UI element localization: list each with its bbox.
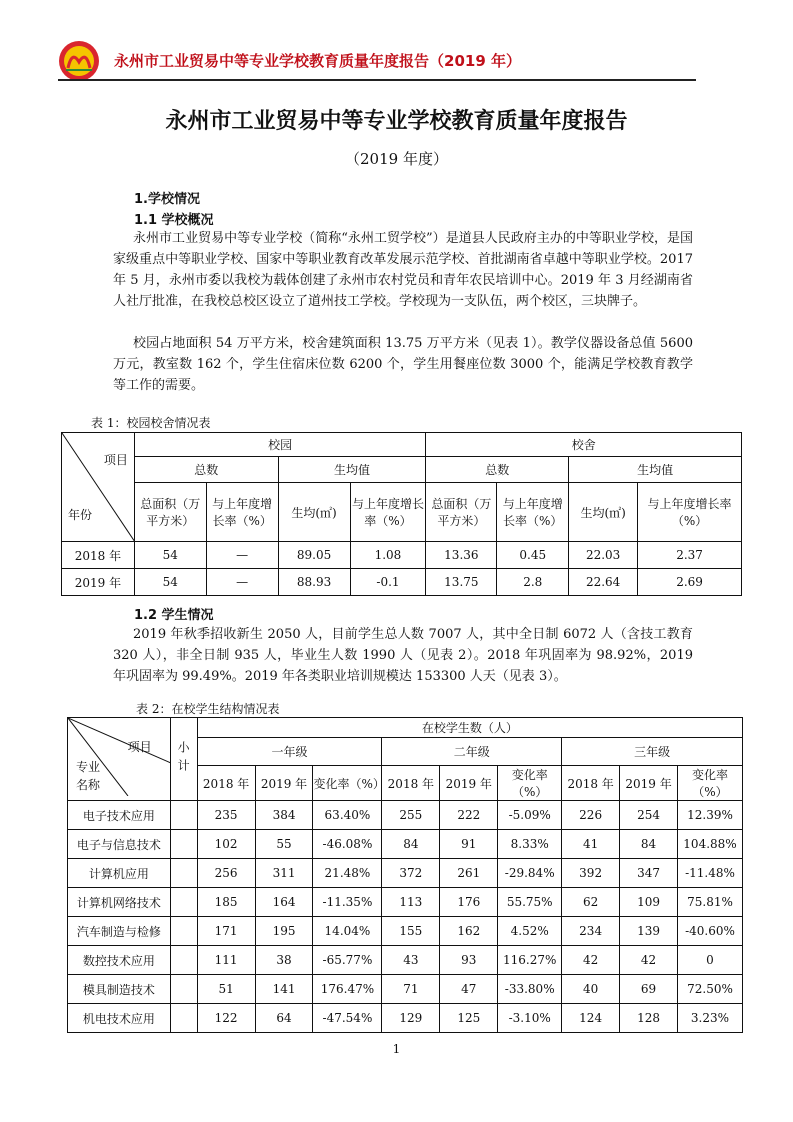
row-label-major: 机电技术应用 <box>68 1004 171 1033</box>
table-cell: 55.75% <box>498 888 562 917</box>
subheader-average: 生均值 <box>569 457 742 483</box>
table-cell: 2.69 <box>638 569 742 596</box>
row-label-major: 模具制造技术 <box>68 975 171 1004</box>
subtotal-cell <box>170 888 197 917</box>
corner-label-name: 名称 <box>76 778 101 792</box>
table-cell: 91 <box>440 830 498 859</box>
table-cell: 75.81% <box>677 888 742 917</box>
table-cell: -11.48% <box>677 859 742 888</box>
column-header: 2018 年 <box>197 766 255 801</box>
column-header: 生均(㎡) <box>569 483 638 542</box>
table-cell: 171 <box>197 917 255 946</box>
table-row <box>68 946 743 975</box>
table-cell: 0 <box>677 946 742 975</box>
table-cell: 164 <box>255 888 313 917</box>
table-cell: 122 <box>197 1004 255 1033</box>
table-cell: 155 <box>382 917 440 946</box>
table-cell: 392 <box>562 859 620 888</box>
column-header: 变化率（%） <box>313 766 382 801</box>
table-cell: 21.48% <box>313 859 382 888</box>
table-row <box>68 859 743 888</box>
row-label-major: 电子与信息技术 <box>68 830 171 859</box>
table-cell: -3.10% <box>498 1004 562 1033</box>
table-cell: 0.45 <box>497 542 569 569</box>
subheader-total: 总数 <box>134 457 278 483</box>
column-header: 2019 年 <box>255 766 313 801</box>
column-header: 总面积（万平方米） <box>134 483 206 542</box>
table-cell: 162 <box>440 917 498 946</box>
table-cell: -11.35% <box>313 888 382 917</box>
table-cell: 41 <box>562 830 620 859</box>
subtotal-header: 小计 <box>170 718 197 801</box>
table-cell: 372 <box>382 859 440 888</box>
table-cell: 234 <box>562 917 620 946</box>
table-cell: 47 <box>440 975 498 1004</box>
table-cell: -33.80% <box>498 975 562 1004</box>
table-cell: 62 <box>562 888 620 917</box>
section-heading-1: 1.学校情况 <box>134 192 200 207</box>
table-cell: 2.37 <box>638 542 742 569</box>
grade-header: 一年级 <box>197 738 382 766</box>
row-label-year: 2018 年 <box>62 542 135 569</box>
header-divider <box>58 79 696 81</box>
table-cell: 256 <box>197 859 255 888</box>
table-row <box>68 801 743 830</box>
table-cell: 109 <box>620 888 678 917</box>
subheader-total: 总数 <box>426 457 569 483</box>
group-header-campus: 校园 <box>134 433 426 457</box>
table-cell: 43 <box>382 946 440 975</box>
subtotal-cell <box>170 946 197 975</box>
paragraph-student-info: 2019 年秋季招收新生 2050 人，目前学生总人数 7007 人，其中全日制 6072 人（含技工教育 320 人），非全日制 935 人，毕业生人数 1990 人（见表 2）。2018 年巩固率为 98.92%，2019 年巩固率为 99.49%。2019 年各类职业培训规模达 153300 人天（见表 3）。 <box>113 627 693 684</box>
column-header: 与上年度增长率（%） <box>206 483 278 542</box>
paragraph-school-overview: 永州市工业贸易中等专业学校（简称“永州工贸学校”）是道县人民政府主办的中等职业学校，是国家级重点中等职业学校、国家中等职业教育改革发展示范学校、首批湖南省卓越中等职业学校。2017 年 5 月，永州市委以我校为载体创建了永州市农村党员和青年农民培训中心。2019 年 3 月经湖南省人社厅批准，在我校总校区设立了道州技工学校。学校现为一支队伍，两个校区，三块牌子。 <box>113 231 693 309</box>
table-cell: — <box>206 542 278 569</box>
column-header: 2019 年 <box>620 766 678 801</box>
table-cell: 64 <box>255 1004 313 1033</box>
table-cell: 116.27% <box>498 946 562 975</box>
group-header-students: 在校学生数（人） <box>197 718 742 738</box>
table-cell: 14.04% <box>313 917 382 946</box>
document-title: 永州市工业贸易中等专业学校教育质量年度报告 <box>165 109 628 134</box>
grade-header: 三年级 <box>562 738 743 766</box>
diagonal-line <box>62 433 135 542</box>
table-row <box>68 830 743 859</box>
table-row <box>68 975 743 1004</box>
corner-label-item: 项目 <box>127 740 152 754</box>
table-cell: 384 <box>255 801 313 830</box>
table2-caption: 表 2：在校学生结构情况表 <box>136 702 280 716</box>
table-cell: 185 <box>197 888 255 917</box>
table-cell: -0.1 <box>350 569 426 596</box>
table-cell: 255 <box>382 801 440 830</box>
table-cell: 254 <box>620 801 678 830</box>
table-cell: 89.05 <box>278 542 350 569</box>
table-cell: 104.88% <box>677 830 742 859</box>
table-cell: 4.52% <box>498 917 562 946</box>
table-cell: 195 <box>255 917 313 946</box>
subtotal-cell <box>170 917 197 946</box>
table-cell: 2.8 <box>497 569 569 596</box>
subtotal-cell <box>170 859 197 888</box>
table-cell: 13.75 <box>426 569 497 596</box>
table-cell: 84 <box>382 830 440 859</box>
table-cell: 347 <box>620 859 678 888</box>
table-cell: 3.23% <box>677 1004 742 1033</box>
school-logo-icon <box>58 40 100 82</box>
table-row <box>68 917 743 946</box>
row-label-year: 2019 年 <box>62 569 135 596</box>
subheader-average: 生均值 <box>278 457 426 483</box>
student-structure-table <box>67 717 743 1033</box>
table-cell: 40 <box>562 975 620 1004</box>
subtotal-cell <box>170 975 197 1004</box>
table-cell: 54 <box>134 542 206 569</box>
corner-label-item: 项目 <box>103 453 128 467</box>
table-cell: 176 <box>440 888 498 917</box>
table-cell: 222 <box>440 801 498 830</box>
table-cell: 12.39% <box>677 801 742 830</box>
table-cell: 22.64 <box>569 569 638 596</box>
grade-header: 二年级 <box>382 738 562 766</box>
table-cell: 102 <box>197 830 255 859</box>
table-cell: 111 <box>197 946 255 975</box>
subtotal-cell <box>170 830 197 859</box>
row-label-major: 数控技术应用 <box>68 946 171 975</box>
table-cell: 54 <box>134 569 206 596</box>
table-cell: 261 <box>440 859 498 888</box>
subtotal-cell <box>170 801 197 830</box>
row-label-major: 计算机网络技术 <box>68 888 171 917</box>
document-subtitle: （2019 年度） <box>345 150 448 168</box>
table-cell: 141 <box>255 975 313 1004</box>
table-cell: 13.36 <box>426 542 497 569</box>
column-header: 变化率（%） <box>677 766 742 801</box>
column-header: 生均(㎡) <box>278 483 350 542</box>
column-header: 总面积（万平方米） <box>426 483 497 542</box>
table-cell: 176.47% <box>313 975 382 1004</box>
table-cell: 88.93 <box>278 569 350 596</box>
table-cell: 124 <box>562 1004 620 1033</box>
table-cell: 42 <box>562 946 620 975</box>
table-cell: 72.50% <box>677 975 742 1004</box>
table-cell: -47.54% <box>313 1004 382 1033</box>
row-label-major: 计算机应用 <box>68 859 171 888</box>
page-header <box>58 40 698 80</box>
campus-building-table <box>61 432 742 596</box>
table-cell: 113 <box>382 888 440 917</box>
table-cell: 311 <box>255 859 313 888</box>
row-label-major: 电子技术应用 <box>68 801 171 830</box>
table-cell: — <box>206 569 278 596</box>
table-cell: -46.08% <box>313 830 382 859</box>
section-heading-1-1: 1.1 学校概况 <box>134 213 214 228</box>
column-header: 2018 年 <box>562 766 620 801</box>
table1-caption: 表 1：校园校舍情况表 <box>91 416 211 430</box>
table-cell: 8.33% <box>498 830 562 859</box>
column-header: 2018 年 <box>382 766 440 801</box>
table-cell: 71 <box>382 975 440 1004</box>
table-row <box>68 888 743 917</box>
table-cell: 42 <box>620 946 678 975</box>
table-cell: 226 <box>562 801 620 830</box>
table-cell: -40.60% <box>677 917 742 946</box>
paragraph-campus-facilities: 校园占地面积 54 万平方米，校舍建筑面积 13.75 万平方米（见表 1）。教学仪器设备总值 5600 万元，教室数 162 个，学生住宿床位数 6200 个，学生用餐座位数 3000 个，能满足学校教育教学等工作的需要。 <box>113 336 693 393</box>
table-cell: 55 <box>255 830 313 859</box>
page-number: 1 <box>392 1042 401 1056</box>
column-header: 与上年度增长率（%） <box>350 483 426 542</box>
column-header: 2019 年 <box>440 766 498 801</box>
table-cell: 128 <box>620 1004 678 1033</box>
table-cell: 139 <box>620 917 678 946</box>
table-cell: 93 <box>440 946 498 975</box>
table-cell: -5.09% <box>498 801 562 830</box>
table-cell: 38 <box>255 946 313 975</box>
table-row <box>62 569 742 596</box>
corner-label-major: 专业 <box>76 760 101 774</box>
table-cell: 69 <box>620 975 678 1004</box>
table-cell: -65.77% <box>313 946 382 975</box>
table-cell: 22.03 <box>569 542 638 569</box>
table-cell: 125 <box>440 1004 498 1033</box>
table2-corner-cell <box>68 718 171 801</box>
table-cell: 235 <box>197 801 255 830</box>
table-cell: 84 <box>620 830 678 859</box>
section-heading-1-2: 1.2 学生情况 <box>134 608 214 623</box>
column-header: 与上年度增长率（%） <box>497 483 569 542</box>
header-title: 永州市工业贸易中等专业学校教育质量年度报告（2019 年） <box>114 52 521 70</box>
table-cell: 129 <box>382 1004 440 1033</box>
row-label-major: 汽车制造与检修 <box>68 917 171 946</box>
table-cell: 51 <box>197 975 255 1004</box>
table-cell: 63.40% <box>313 801 382 830</box>
table1-corner-cell <box>62 433 135 542</box>
group-header-building: 校舍 <box>426 433 742 457</box>
table-cell: 1.08 <box>350 542 426 569</box>
subtotal-cell <box>170 1004 197 1033</box>
table-row <box>62 542 742 569</box>
table-row <box>68 1004 743 1033</box>
corner-label-year: 年份 <box>68 508 93 522</box>
column-header: 变化率（%） <box>498 766 562 801</box>
column-header: 与上年度增长率（%） <box>638 483 742 542</box>
table-cell: -29.84% <box>498 859 562 888</box>
